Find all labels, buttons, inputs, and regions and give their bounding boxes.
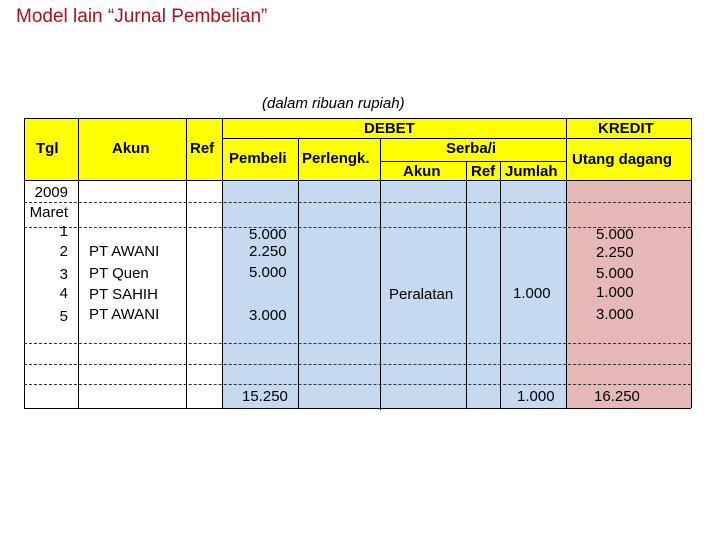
- row-4-utang: 1.000: [596, 284, 634, 301]
- row-1-tgl: 1: [59, 223, 68, 240]
- header-akun: Akun: [112, 140, 150, 157]
- header-pembeli: Pembeli: [229, 150, 287, 167]
- row-5-tgl: 5: [59, 308, 68, 325]
- date-month: Maret: [29, 204, 68, 221]
- row-3-pembelian: 5.000: [249, 264, 287, 281]
- header-kredit: KREDIT: [598, 120, 654, 137]
- header-serba-jumlah: Jumlah: [505, 163, 558, 180]
- row-4-tgl: 4: [59, 285, 68, 302]
- date-year: 2009: [34, 184, 68, 201]
- row-5-utang: 3.000: [596, 306, 634, 323]
- header-utang: Utang dagang: [572, 151, 672, 168]
- row-3-akun: PT Quen: [89, 265, 149, 282]
- total-pembelian: 15.250: [242, 388, 288, 405]
- header-tgl: Tgl: [36, 140, 59, 157]
- header-ref: Ref: [190, 140, 215, 157]
- row-1-utang: 5.000: [596, 226, 634, 243]
- row-3-utang: 5.000: [596, 265, 634, 282]
- row-5-akun: PT AWANI: [89, 306, 160, 323]
- row-2-pembelian: 2.250: [249, 243, 287, 260]
- header-debet: DEBET: [364, 120, 415, 137]
- row-2-tgl: 2: [59, 243, 68, 260]
- row-4-akun: PT SAHIH: [89, 286, 158, 303]
- header-perlengk: Perlengk.: [302, 150, 370, 167]
- header-serba-ref: Ref: [471, 163, 496, 180]
- unit-note: (dalam ribuan rupiah): [262, 95, 405, 112]
- header-serba: Serba/i: [446, 140, 497, 157]
- total-utang: 16.250: [594, 388, 640, 405]
- row-1-pembelian: 5.000: [249, 226, 287, 243]
- row-4-serba-akun: Peralatan: [389, 286, 454, 303]
- header-serba-akun: Akun: [403, 163, 441, 180]
- row-2-utang: 2.250: [596, 244, 634, 261]
- total-serba-jumlah: 1.000: [517, 388, 555, 405]
- row-4-serba-jumlah: 1.000: [513, 285, 551, 302]
- page-title: Model lain “Jurnal Pembelian”: [16, 6, 268, 27]
- row-3-tgl: 3: [59, 266, 68, 283]
- row-2-akun: PT AWANI: [89, 243, 160, 260]
- row-5-pembelian: 3.000: [249, 307, 287, 324]
